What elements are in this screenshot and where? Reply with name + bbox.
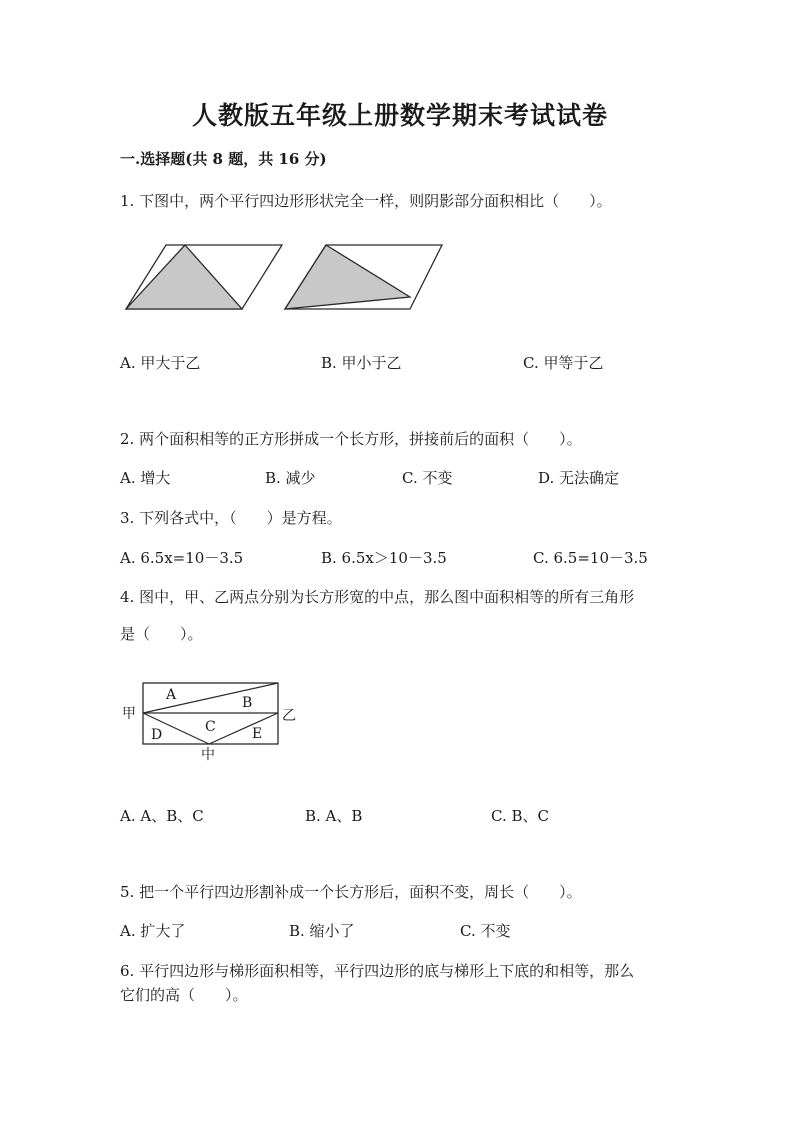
- question-6-text-line2: 它们的高（ ）。: [120, 986, 248, 1004]
- q2-option-d[interactable]: D. 无法确定: [538, 469, 620, 487]
- question-4-text-line2: 是（ ）。: [120, 625, 203, 643]
- q4-option-b[interactable]: B. A、B: [305, 807, 363, 825]
- label-c: C: [205, 719, 216, 735]
- section-heading: 一.选择题(共 8 题，共 16 分): [120, 150, 327, 168]
- q2-option-b[interactable]: B. 减少: [265, 469, 316, 487]
- label-yi: 乙: [282, 708, 296, 724]
- q5-option-c[interactable]: C. 不变: [460, 922, 511, 940]
- q3-option-a[interactable]: A. 6.5x=10－3.5: [120, 549, 244, 567]
- label-zhong: 中: [201, 747, 215, 763]
- question-5-text: 5. 把一个平行四边形割补成一个长方形后，面积不变，周长（ ）。: [120, 883, 582, 901]
- q4-option-c[interactable]: C. B、C: [491, 807, 549, 825]
- q2-option-a[interactable]: A. 增大: [120, 469, 171, 487]
- label-a: A: [166, 687, 177, 703]
- question-2-text: 2. 两个面积相等的正方形拼成一个长方形，拼接前后的面积（ ）。: [120, 430, 582, 448]
- label-b: B: [242, 695, 253, 711]
- label-e: E: [252, 726, 263, 742]
- q5-option-a[interactable]: A. 扩大了: [120, 922, 186, 940]
- question-1-text: 1. 下图中，两个平行四边形形状完全一样，则阴影部分面积相比（ ）。: [120, 192, 612, 210]
- label-d: D: [151, 727, 163, 743]
- question-3-text: 3. 下列各式中，（ ）是方程。: [120, 509, 342, 527]
- q1-option-a[interactable]: A. 甲大于乙: [120, 354, 201, 372]
- question-4-text-line1: 4. 图中，甲、乙两点分别为长方形宽的中点，那么图中面积相等的所有三角形: [120, 588, 635, 606]
- q1-option-b[interactable]: B. 甲小于乙: [321, 354, 402, 372]
- question-6-text-line1: 6. 平行四边形与梯形面积相等，平行四边形的底与梯形上下底的和相等，那么: [120, 962, 635, 980]
- page-title: 人教版五年级上册数学期末考试试卷: [191, 101, 608, 130]
- q1-option-c[interactable]: C. 甲等于乙: [523, 354, 604, 372]
- q5-option-b[interactable]: B. 缩小了: [289, 922, 355, 940]
- q3-option-c[interactable]: C. 6.5=10－3.5: [533, 549, 648, 567]
- q2-option-c[interactable]: C. 不变: [402, 469, 453, 487]
- line-yi-zhong: [209, 713, 278, 744]
- q4-option-a[interactable]: A. A、B、C: [120, 807, 204, 825]
- diagonal-jia-top-right: [143, 683, 278, 713]
- q3-option-b[interactable]: B. 6.5x＞10－3.5: [321, 549, 447, 567]
- label-jia: 甲: [122, 706, 136, 722]
